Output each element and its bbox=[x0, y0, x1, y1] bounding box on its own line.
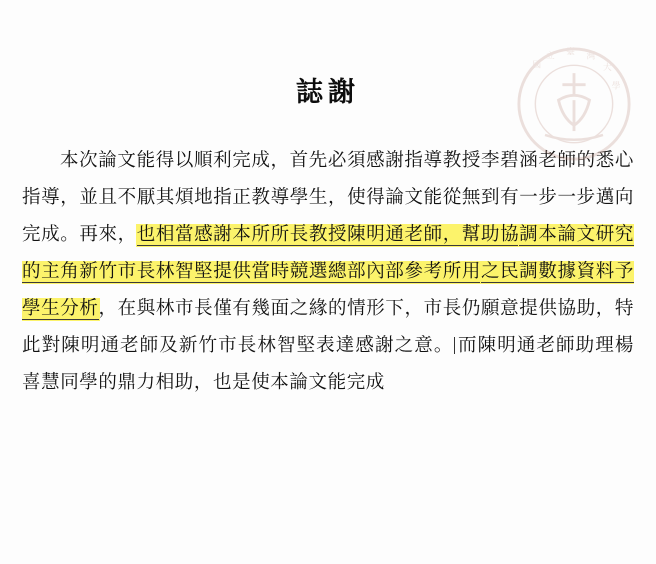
acknowledgement-paragraph bbox=[22, 143, 634, 402]
highlighted-text-part-3: 之民調數據資料予學生分析 bbox=[22, 262, 634, 319]
svg-text:灣: 灣 bbox=[586, 50, 596, 61]
svg-text:立: 立 bbox=[545, 50, 555, 61]
paragraph-line-2: 悉心指導，並且不厭其煩地指正教導學生，使得論文能從無到有一步 bbox=[22, 151, 634, 208]
highlighted-text-part-2: 調本論文研究的主角新竹市長林智堅提供當時競選總部內部參考所用 bbox=[22, 225, 634, 282]
text-cursor-bar bbox=[454, 337, 455, 354]
paragraph-line-7-start: 意。 bbox=[414, 336, 454, 356]
paragraph-line-6: 長仍願意提供協助，特此對陳明通老師及新竹市長林智堅表達感謝之 bbox=[22, 299, 634, 356]
page-title: 誌謝 bbox=[296, 77, 360, 107]
paragraph-line-1: 本次論文能得以順利完成，首先必須感謝指導教授李碧涵老師的 bbox=[60, 151, 596, 171]
svg-text:臺: 臺 bbox=[566, 46, 575, 57]
svg-text:國: 國 bbox=[532, 59, 542, 70]
svg-text:大: 大 bbox=[603, 62, 612, 73]
svg-text:學: 學 bbox=[611, 80, 621, 91]
paragraph-line-7-rest: 而陳明通老師助理楊喜慧同學的鼎力相助，也是使本論文能完成 bbox=[22, 336, 634, 393]
paragraph-line-5-plain: ，在與林市長僅有幾面之緣的情形下，市 bbox=[98, 299, 443, 319]
highlighted-text-part-1: 也相當感謝本所所長教授陳明通老師，幫助協 bbox=[136, 225, 520, 245]
paragraph-line-3-plain: 一步邁向完成。再來， bbox=[22, 188, 634, 245]
